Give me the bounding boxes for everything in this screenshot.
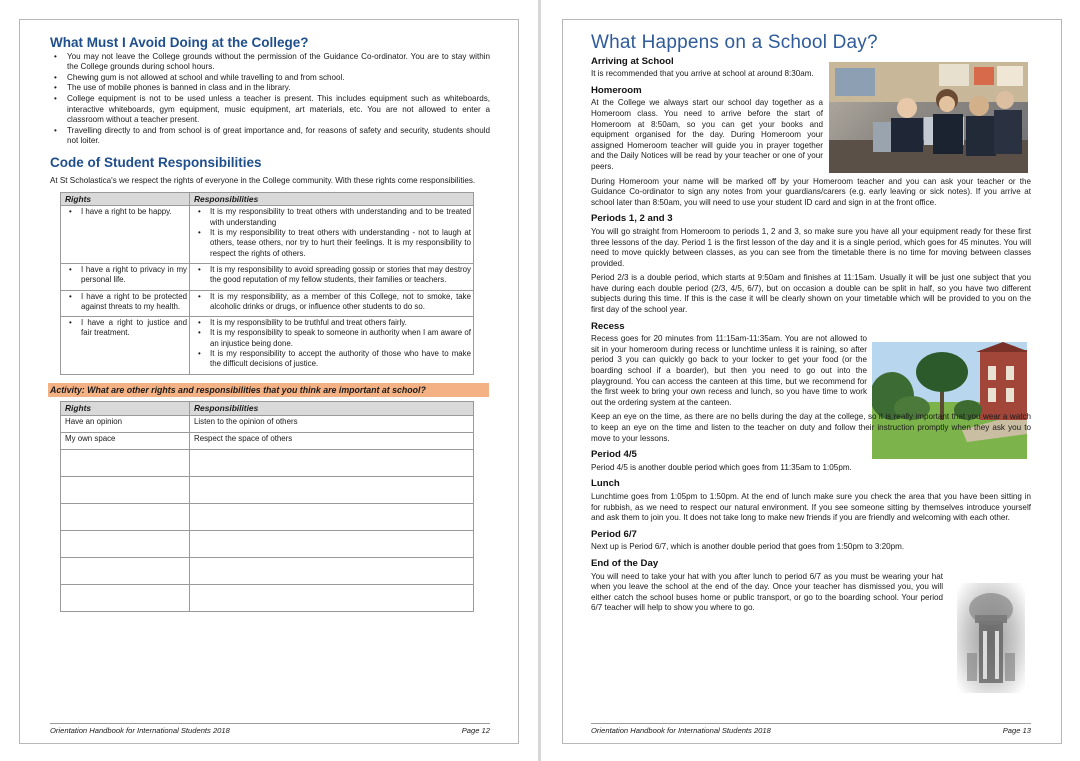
- table-row: [61, 432, 474, 449]
- activity-right-cell[interactable]: Have an opinion: [61, 415, 190, 432]
- list-item: • The use of mobile phones is banned in class and in the library.: [50, 83, 490, 94]
- avoid-heading: What Must I Avoid Doing at the College?: [50, 35, 309, 50]
- arriving-heading: Arriving at School: [591, 55, 674, 67]
- rights-header: Rights: [61, 193, 190, 206]
- avoid-list: [50, 52, 490, 147]
- page-12: [0, 0, 538, 761]
- list-item: • Travelling directly to and from school is of great importance and, for reasons of safety and security, students should not loiter.: [50, 126, 490, 147]
- activity-table: [60, 401, 474, 612]
- right-cell: [61, 263, 190, 290]
- activity-prompt: Activity: What are other rights and responsibilities that you think are important at school?: [48, 383, 489, 398]
- empty-cell[interactable]: [61, 449, 190, 476]
- responsibility-cell: [190, 263, 474, 290]
- right-text: • I have a right to be protected against threats to my health.: [63, 292, 187, 313]
- lunch-text: Lunchtime goes from 1:05pm to 1:50pm. At the end of lunch make sure you check the area that you have been sitting in for rubbish, as we need to respect our natural environment. If you see someone sitting by themselves introduce yourself and ask them to join you. It does not take long to make new friends if you are friendly and welcoming with each other.: [591, 491, 1031, 523]
- code-heading: Code of Student Responsibilities: [50, 154, 262, 170]
- table-row: [61, 206, 474, 263]
- page-13: [541, 0, 1080, 761]
- end-of-day-text: You will need to take your hat with you after lunch to period 6/7 as you must be wearing your hat when you leave the school at the end of the day. Once your teacher has dismissed you, you will either catch the school buses home or public transport, or go to the boarding school. Your period 6/7 teacher will help to show you where to go.: [591, 571, 943, 613]
- responsibility-text: • It is my responsibility to speak to someone in authority when I am aware of an injustice being done.: [192, 328, 471, 349]
- empty-cell[interactable]: [190, 530, 474, 557]
- empty-cell[interactable]: [190, 476, 474, 503]
- code-intro: At St Scholastica's we respect the rights of everyone in the College community. With these rights come responsibilities.: [50, 175, 476, 185]
- page-number: Page 12: [461, 726, 490, 735]
- table-row: [61, 415, 474, 432]
- right-text: • I have a right to be happy.: [63, 207, 187, 217]
- footer-title: Orientation Handbook for International Students 2018: [591, 726, 771, 735]
- responsibility-text: • It is my responsibility, as a member of this College, not to smoke, take alcoholic drinks or drugs, or influence other students to do so.: [192, 292, 471, 313]
- responsibilities-table: [60, 192, 474, 374]
- empty-cell[interactable]: [61, 530, 190, 557]
- right-text: • I have a right to justice and fair treatment.: [63, 318, 187, 339]
- homeroom-text-2: During Homeroom your name will be marked off by your Homeroom teacher and you can ask your teacher or the Guidance Co-ordinator to sign any notes from your guardians/carers (e.g. early leaving or sick notes). If you arrive at school later than 8:50am, you will need to use your student ID card and sign in at the front office.: [591, 176, 1031, 207]
- rights-header: Rights: [61, 402, 190, 416]
- right-cell: [61, 290, 190, 317]
- homeroom-text: At the College we always start our school day together as a Homeroom class. You need to arrive before the start of Homeroom at 8:50am, so you can get your books and equipment organised for the day. During Homeroom your assigned Homeroom teacher will guide you in prayer together and the Daily Notices will be read by your teacher or one of your peers.: [591, 98, 823, 171]
- empty-cell[interactable]: [61, 557, 190, 584]
- page-title: What Happens on a School Day?: [591, 32, 878, 53]
- responsibility-text: • It is my responsibility to treat others with understanding - not to laugh at others, tease others, nor try to hurt their feelings. It is my responsibility to respect the rights of others.: [192, 228, 471, 259]
- period67-heading: Period 6/7: [591, 528, 637, 540]
- right-text: • I have a right to privacy in my personal life.: [63, 265, 187, 286]
- periods-heading: Periods 1, 2 and 3: [591, 213, 673, 225]
- activity-responsibility-cell[interactable]: Listen to the opinion of others: [190, 415, 474, 432]
- table-row-empty: [61, 449, 474, 476]
- empty-cell[interactable]: [61, 503, 190, 530]
- page-footer: [591, 723, 1031, 735]
- recess-heading: Recess: [591, 320, 625, 332]
- periods-text-2: Period 2/3 is a double period, which starts at 9:50am and finishes at 11:15am. Usually it will be just one subject that you have during each double period (2/3, 4/5, 6/7), but on occasion a double can be split in half, so you have two different subjects during this time. If this is the case it will be clearly shown on your timetable which will be provided to you on the first day of the school year.: [591, 273, 1031, 315]
- period67-text: Next up is Period 6/7, which is another double period that goes from 1:50pm to 3:20pm.: [591, 542, 905, 552]
- table-row-empty: [61, 476, 474, 503]
- table-header-row: [61, 402, 474, 416]
- empty-cell[interactable]: [190, 557, 474, 584]
- page-12-content: [50, 35, 490, 612]
- table-row: [61, 317, 474, 374]
- table-row: [61, 290, 474, 317]
- responsibility-cell: [190, 317, 474, 374]
- table-row-empty: [61, 530, 474, 557]
- period45-heading: Period 4/5: [591, 449, 637, 461]
- page-number: Page 13: [1002, 726, 1031, 735]
- table-header-row: [61, 193, 474, 206]
- lunch-heading: Lunch: [591, 478, 620, 490]
- empty-cell[interactable]: [190, 449, 474, 476]
- recess-text: Recess goes for 20 minutes from 11:15am-11:35am. You are not allowed to sit in your homeroom during recess or lunchtime unless it is raining, so after period 3 you can quickly go back to your locker to get your food (or the boarding school if a boarder), but then you need to go out into the playground. You can access the canteen at this time, but we recommend for the first week to bring your own recess and lunch, so you have time to work out the ordering system at the canteen.: [591, 334, 867, 407]
- table-row-empty: [61, 557, 474, 584]
- responsibility-text: • It is my responsibility to treat others with understanding and to be treated with understanding: [192, 207, 471, 228]
- period45-text: Period 4/5 is another double period which goes from 11:35am to 1:05pm.: [591, 462, 852, 472]
- responsibility-cell: [190, 206, 474, 263]
- arriving-text: It is recommended that you arrive at school at around 8:30am.: [591, 69, 814, 79]
- responsibilities-header: Responsibilities: [190, 193, 474, 206]
- responsibility-text: • It is my responsibility to be truthful and treat others fairly.: [192, 318, 471, 328]
- table-row: [61, 263, 474, 290]
- end-of-day-heading: End of the Day: [591, 557, 659, 569]
- empty-cell[interactable]: [61, 476, 190, 503]
- footer-title: Orientation Handbook for International Students 2018: [50, 726, 230, 735]
- list-item: • You may not leave the College grounds without the permission of the Guidance Co-ordinator. You are to stay within the College grounds during school hours.: [50, 52, 490, 73]
- empty-cell[interactable]: [61, 584, 190, 611]
- activity-right-cell[interactable]: My own space: [61, 432, 190, 449]
- periods-text: You will go straight from Homeroom to periods 1, 2 and 3, so make sure you have all your equipment ready for these first three lessons of the day. Period 1 is the first lesson of the day and it is a single period, which goes for 45 minutes. You will need to move quickly between classes, as you can see from the timetable there is no time for moving between classes provided.: [591, 226, 1031, 268]
- list-item: • Chewing gum is not allowed at school and while travelling to and from school.: [50, 73, 490, 84]
- responsibilities-header: Responsibilities: [190, 402, 474, 416]
- activity-responsibility-cell[interactable]: Respect the space of others: [190, 432, 474, 449]
- recess-text-2: Keep an eye on the time, as there are no bells during the day at the college, so it is really important that you wear a watch to keep an eye on the time and listen to the teacher on duty and follow their instruction promptly when they ask you to move to your lessons.: [591, 412, 1031, 443]
- homeroom-heading: Homeroom: [591, 84, 642, 96]
- page-footer: [50, 723, 490, 735]
- right-cell: [61, 206, 190, 263]
- responsibility-text: • It is my responsibility to accept the authority of those who have to make the difficult decisions of justice.: [192, 349, 471, 370]
- empty-cell[interactable]: [190, 503, 474, 530]
- right-cell: [61, 317, 190, 374]
- table-row-empty: [61, 503, 474, 530]
- table-row-empty: [61, 584, 474, 611]
- empty-cell[interactable]: [190, 584, 474, 611]
- responsibility-cell: [190, 290, 474, 317]
- responsibility-text: • It is my responsibility to avoid spreading gossip or stories that may destroy the good reputation of my fellow students, their families or teachers.: [192, 265, 471, 286]
- list-item: • College equipment is not to be used unless a teacher is present. This includes equipment such as whiteboards, interactive whiteboards, gym equipment, music equipment, art materials, etc. You are not allowed to enter a classroom without a teacher present.: [50, 94, 490, 126]
- page-13-content: [591, 32, 1031, 618]
